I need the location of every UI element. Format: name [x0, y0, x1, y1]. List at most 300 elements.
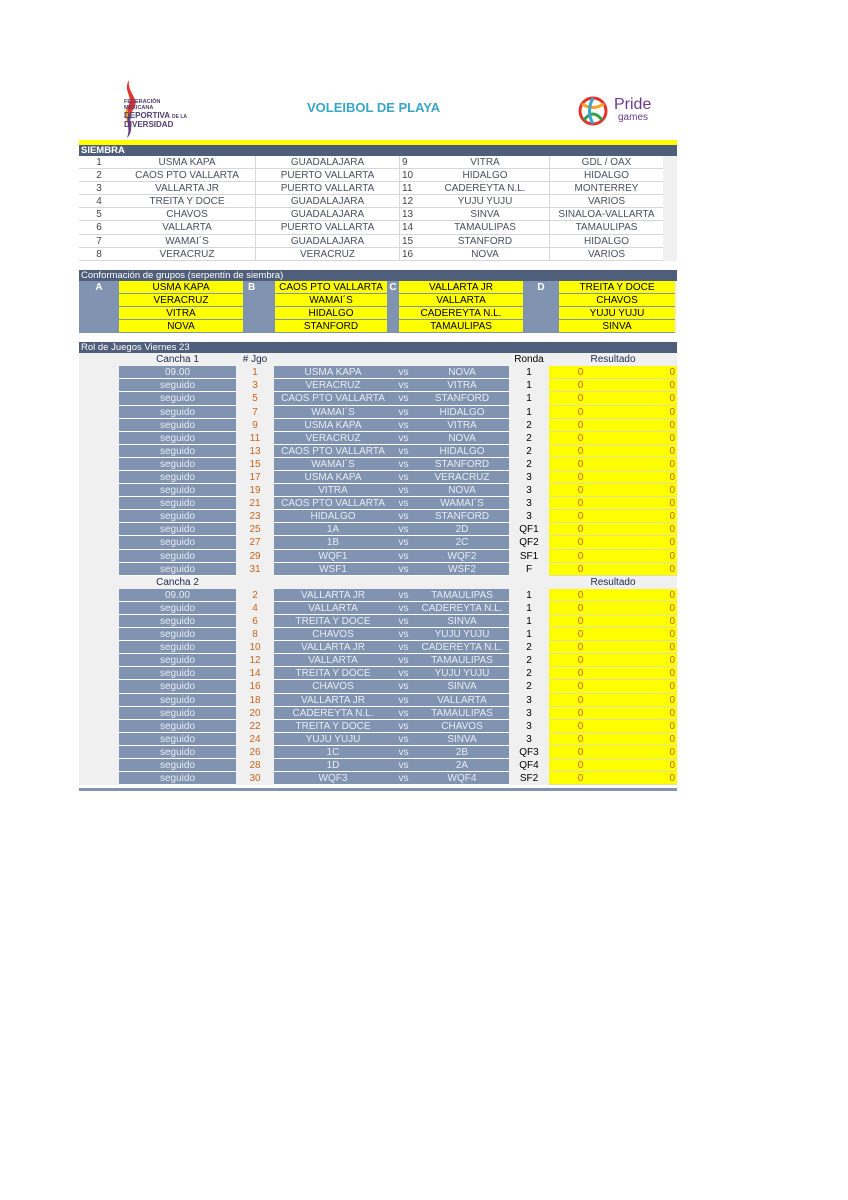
- score-a[interactable]: 0: [549, 733, 612, 746]
- match-team-a: VALLARTA JR: [274, 589, 392, 602]
- match-time: seguido: [119, 772, 236, 785]
- match-number: 25: [249, 524, 261, 536]
- spacer: [79, 563, 119, 576]
- cancha2-table: [79, 576, 677, 786]
- match-team-a: CAOS PTO VALLARTA: [274, 445, 392, 458]
- score-a[interactable]: 0: [549, 641, 612, 654]
- score-a[interactable]: 0: [549, 680, 612, 693]
- match-round: 2: [526, 642, 532, 654]
- match-team-a: TREITA Y DOCE: [274, 667, 392, 680]
- match-vs: vs: [392, 497, 415, 510]
- seed-number: 3: [79, 182, 119, 195]
- score-b[interactable]: 0: [612, 445, 677, 458]
- score-a[interactable]: 0: [549, 510, 612, 523]
- score-b[interactable]: 0: [612, 392, 677, 405]
- match-team-a: VERACRUZ: [274, 432, 392, 445]
- match-team-b: SINVA: [415, 680, 509, 693]
- match-row: [79, 550, 677, 563]
- siembra-row: [79, 208, 677, 221]
- match-time: seguido: [119, 733, 236, 746]
- match-vs: vs: [392, 379, 415, 392]
- seed-team: YUJU YUJU: [421, 195, 549, 208]
- match-team-b: 2A: [415, 759, 509, 772]
- score-b[interactable]: 0: [612, 458, 677, 471]
- match-vs: vs: [392, 759, 415, 772]
- score-b[interactable]: 0: [612, 432, 677, 445]
- score-b[interactable]: 0: [612, 419, 677, 432]
- page-header: [79, 76, 677, 140]
- match-team-b: TAMAULIPAS: [415, 589, 509, 602]
- score-b[interactable]: 0: [612, 484, 677, 497]
- match-vs: vs: [392, 694, 415, 707]
- group-letter-b: [243, 294, 275, 307]
- match-team-a: TREITA Y DOCE: [274, 720, 392, 733]
- spacer: [79, 772, 119, 785]
- seed-city: VARIOS: [549, 195, 663, 208]
- score-b[interactable]: 0: [612, 759, 677, 772]
- score-a[interactable]: 0: [549, 602, 612, 615]
- match-team-a: VALLARTA: [274, 602, 392, 615]
- spacer: [79, 654, 119, 667]
- match-round: SF1: [519, 550, 539, 562]
- score-b[interactable]: 0: [612, 615, 677, 628]
- score-a[interactable]: 0: [549, 536, 612, 549]
- group-team: CADEREYTA N.L.: [399, 307, 523, 320]
- match-team-a: WQF3: [274, 772, 392, 785]
- spacer: [79, 746, 119, 759]
- group-team: WAMAI´S: [275, 294, 387, 307]
- seed-team: VITRA: [421, 156, 549, 169]
- seed-city: GUADALAJARA: [255, 235, 399, 248]
- match-vs: vs: [392, 641, 415, 654]
- match-vs: vs: [392, 746, 415, 759]
- score-a[interactable]: 0: [549, 484, 612, 497]
- spacer: [79, 379, 119, 392]
- score-a[interactable]: 0: [549, 759, 612, 772]
- match-team-a: 1A: [274, 523, 392, 536]
- seed-city: GUADALAJARA: [255, 208, 399, 221]
- group-letter-b: [243, 320, 275, 333]
- siembra-row: [79, 156, 677, 169]
- match-round: 3: [526, 707, 532, 719]
- siembra-row: [79, 182, 677, 195]
- score-b[interactable]: 0: [612, 641, 677, 654]
- match-team-a: CADEREYTA N.L.: [274, 707, 392, 720]
- match-vs: vs: [392, 602, 415, 615]
- spacer: [79, 445, 119, 458]
- spacer: [79, 694, 119, 707]
- match-row: [79, 445, 677, 458]
- score-b[interactable]: 0: [612, 654, 677, 667]
- match-team-a: CHAVOS: [274, 680, 392, 693]
- match-number: 18: [249, 694, 261, 706]
- group-team: HIDALGO: [275, 307, 387, 320]
- spacer: [79, 707, 119, 720]
- group-team: VITRA: [119, 307, 243, 320]
- spacer: [415, 576, 509, 589]
- match-vs: vs: [392, 419, 415, 432]
- group-team: NOVA: [119, 320, 243, 333]
- match-row: [79, 720, 677, 733]
- grupos-table: [79, 281, 677, 333]
- seed-team: CAOS PTO VALLARTA: [119, 169, 255, 182]
- score-a[interactable]: 0: [549, 628, 612, 641]
- spacer: [79, 602, 119, 615]
- score-a[interactable]: 0: [549, 432, 612, 445]
- match-team-a: WQF1: [274, 550, 392, 563]
- match-row: [79, 628, 677, 641]
- col-ronda-header: [509, 576, 549, 589]
- match-time: seguido: [119, 550, 236, 563]
- match-team-b: VALLARTA: [415, 694, 509, 707]
- spacer: [79, 419, 119, 432]
- federation-name: FEDERACIÓN MEXICANA DEPORTIVA DE LA DIVERSIDAD: [124, 99, 188, 130]
- seed-number: 12: [399, 195, 421, 208]
- score-a[interactable]: 0: [549, 497, 612, 510]
- group-team: TREITA Y DOCE: [559, 281, 675, 294]
- match-time: seguido: [119, 458, 236, 471]
- match-round: QF2: [519, 537, 539, 549]
- score-b[interactable]: 0: [612, 379, 677, 392]
- group-letter-d: [523, 294, 559, 307]
- spacer: [663, 182, 677, 195]
- match-vs: vs: [392, 707, 415, 720]
- match-vs: vs: [392, 589, 415, 602]
- match-row: [79, 641, 677, 654]
- score-a[interactable]: 0: [549, 458, 612, 471]
- seed-city: HIDALGO: [549, 169, 663, 182]
- score-a[interactable]: 0: [549, 563, 612, 576]
- score-a[interactable]: 0: [549, 694, 612, 707]
- score-b[interactable]: 0: [612, 523, 677, 536]
- cancha-label: Cancha 2: [156, 576, 199, 588]
- match-row: [79, 366, 677, 379]
- match-row: [79, 510, 677, 523]
- match-number: 17: [249, 471, 261, 483]
- match-team-b: NOVA: [415, 484, 509, 497]
- seed-team: TAMAULIPAS: [421, 221, 549, 234]
- score-a[interactable]: 0: [549, 406, 612, 419]
- match-time: seguido: [119, 484, 236, 497]
- group-letter-c: [387, 294, 399, 307]
- match-team-b: NOVA: [415, 432, 509, 445]
- spacer: [79, 432, 119, 445]
- score-b[interactable]: 0: [612, 602, 677, 615]
- spacer: [79, 392, 119, 405]
- seed-city: HIDALGO: [549, 235, 663, 248]
- match-number: 1: [252, 367, 258, 379]
- match-team-a: VALLARTA JR: [274, 694, 392, 707]
- siembra-row: [79, 248, 677, 261]
- seed-number: 15: [399, 235, 421, 248]
- match-round: 2: [526, 668, 532, 680]
- match-time: seguido: [119, 615, 236, 628]
- group-letter-a: [79, 307, 119, 320]
- score-a[interactable]: 0: [549, 772, 612, 785]
- spacer: [79, 641, 119, 654]
- match-number: 30: [249, 773, 261, 785]
- match-team-a: 1B: [274, 536, 392, 549]
- match-round: 1: [526, 616, 532, 627]
- match-team-a: WSF1: [274, 563, 392, 576]
- match-team-b: SINVA: [415, 615, 509, 628]
- score-b[interactable]: 0: [612, 510, 677, 523]
- score-a[interactable]: 0: [549, 615, 612, 628]
- seed-number: 8: [79, 248, 119, 261]
- spacer: [274, 576, 392, 589]
- score-a[interactable]: 0: [549, 720, 612, 733]
- match-number: 9: [252, 419, 258, 431]
- match-team-b: YUJU YUJU: [415, 628, 509, 641]
- match-row: [79, 432, 677, 445]
- grupo-row: [79, 307, 677, 320]
- score-a[interactable]: 0: [549, 667, 612, 680]
- seed-number: 11: [399, 182, 421, 195]
- match-team-a: 1C: [274, 746, 392, 759]
- score-a[interactable]: 0: [549, 366, 612, 379]
- match-round: 3: [526, 720, 532, 732]
- match-round: 2: [526, 681, 532, 693]
- grupos-section: [79, 270, 677, 333]
- group-letter-c: [387, 307, 399, 320]
- score-b[interactable]: 0: [612, 694, 677, 707]
- brand-line2: games: [618, 112, 649, 123]
- match-number: 23: [249, 511, 261, 523]
- grupo-row: [79, 320, 677, 333]
- seed-team: USMA KAPA: [119, 156, 255, 169]
- match-time: seguido: [119, 379, 236, 392]
- match-row: [79, 680, 677, 693]
- match-time: seguido: [119, 602, 236, 615]
- seed-city: PUERTO VALLARTA: [255, 182, 399, 195]
- match-team-b: VERACRUZ: [415, 471, 509, 484]
- group-team: VALLARTA JR: [399, 281, 523, 294]
- match-vs: vs: [392, 406, 415, 419]
- match-team-b: YUJU YUJU: [415, 667, 509, 680]
- score-b[interactable]: 0: [612, 563, 677, 576]
- seed-team: CHAVOS: [119, 208, 255, 221]
- match-time: seguido: [119, 445, 236, 458]
- spacer: [79, 471, 119, 484]
- match-number: 16: [249, 681, 261, 693]
- spacer: [663, 235, 677, 248]
- spacer: [663, 169, 677, 182]
- spacer: [415, 353, 509, 366]
- match-time: seguido: [119, 563, 236, 576]
- score-b[interactable]: 0: [612, 536, 677, 549]
- brand-line1: Pride: [614, 96, 652, 113]
- match-number: 26: [249, 746, 261, 758]
- match-vs: vs: [392, 772, 415, 785]
- match-round: 1: [526, 406, 532, 418]
- seed-city: TAMAULIPAS: [549, 221, 663, 234]
- match-time: seguido: [119, 680, 236, 693]
- score-b[interactable]: 0: [612, 366, 677, 379]
- spacer: [663, 248, 677, 261]
- spacer: [79, 406, 119, 419]
- group-letter-d: D: [523, 281, 559, 294]
- match-round: 2: [526, 458, 532, 470]
- match-number: 3: [252, 380, 258, 392]
- match-round: 3: [526, 511, 532, 523]
- spacer: [79, 484, 119, 497]
- seed-number: 9: [399, 156, 421, 169]
- score-a[interactable]: 0: [549, 471, 612, 484]
- spacer: [79, 628, 119, 641]
- score-b[interactable]: 0: [612, 733, 677, 746]
- score-b[interactable]: 0: [612, 589, 677, 602]
- match-number: 8: [252, 629, 258, 641]
- seed-team: WAMAI´S: [119, 235, 255, 248]
- match-team-b: VITRA: [415, 379, 509, 392]
- match-time: seguido: [119, 707, 236, 720]
- seed-number: 5: [79, 208, 119, 221]
- score-b[interactable]: 0: [612, 746, 677, 759]
- match-round: 1: [526, 629, 532, 641]
- federation-logo: [109, 78, 189, 140]
- grupos-title: Conformación de grupos (serpentín de siembra): [79, 270, 677, 281]
- match-time: seguido: [119, 641, 236, 654]
- score-a[interactable]: 0: [549, 550, 612, 563]
- match-number: 5: [252, 393, 258, 405]
- score-b[interactable]: 0: [612, 667, 677, 680]
- group-letter-c: [387, 320, 399, 333]
- spacer: [79, 458, 119, 471]
- match-team-b: WAMAI´S: [415, 497, 509, 510]
- match-round: SF2: [519, 773, 539, 785]
- seed-number: 6: [79, 221, 119, 234]
- match-vs: vs: [392, 563, 415, 576]
- match-number: 2: [252, 589, 258, 601]
- match-team-b: 2D: [415, 523, 509, 536]
- siembra-title: SIEMBRA: [79, 145, 677, 156]
- match-row: [79, 602, 677, 615]
- match-number: 22: [249, 720, 261, 732]
- score-a[interactable]: 0: [549, 445, 612, 458]
- match-number: 10: [249, 642, 261, 654]
- match-time: seguido: [119, 720, 236, 733]
- match-round: 3: [526, 733, 532, 745]
- match-team-b: VITRA: [415, 419, 509, 432]
- match-time: seguido: [119, 628, 236, 641]
- match-number: 21: [249, 498, 261, 510]
- match-vs: vs: [392, 536, 415, 549]
- match-time: seguido: [119, 471, 236, 484]
- seed-team: HIDALGO: [421, 169, 549, 182]
- match-round: 2: [526, 655, 532, 667]
- match-round: 1: [526, 589, 532, 601]
- seed-city: GDL / OAX: [549, 156, 663, 169]
- col-resultado-header: Resultado: [590, 354, 636, 366]
- score-a[interactable]: 0: [549, 707, 612, 720]
- group-letter-b: B: [243, 281, 275, 294]
- match-vs: vs: [392, 510, 415, 523]
- score-a[interactable]: 0: [549, 419, 612, 432]
- match-team-b: NOVA: [415, 366, 509, 379]
- match-round: 3: [526, 694, 532, 706]
- spacer: [79, 759, 119, 772]
- score-b[interactable]: 0: [612, 680, 677, 693]
- match-vs: vs: [392, 615, 415, 628]
- grupo-row: [79, 294, 677, 307]
- match-vs: vs: [392, 628, 415, 641]
- seed-team: TREITA Y DOCE: [119, 195, 255, 208]
- match-row: [79, 694, 677, 707]
- siembra-row: [79, 235, 677, 248]
- score-b[interactable]: 0: [612, 628, 677, 641]
- match-team-a: YUJU YUJU: [274, 733, 392, 746]
- group-letter-b: [243, 307, 275, 320]
- spacer: [79, 353, 119, 366]
- match-vs: vs: [392, 445, 415, 458]
- match-vs: vs: [392, 458, 415, 471]
- seed-number: 4: [79, 195, 119, 208]
- spacer: [79, 733, 119, 746]
- score-b[interactable]: 0: [612, 471, 677, 484]
- spacer: [79, 667, 119, 680]
- group-team: STANFORD: [275, 320, 387, 333]
- siembra-table: [79, 156, 677, 261]
- spacer: [392, 576, 415, 589]
- match-row: [79, 406, 677, 419]
- match-time: seguido: [119, 759, 236, 772]
- score-a[interactable]: 0: [549, 746, 612, 759]
- match-row: [79, 392, 677, 405]
- match-time: seguido: [119, 654, 236, 667]
- score-a[interactable]: 0: [549, 589, 612, 602]
- spreadsheet-page: [79, 76, 677, 791]
- score-a[interactable]: 0: [549, 523, 612, 536]
- match-team-b: WSF2: [415, 563, 509, 576]
- seed-team: VERACRUZ: [119, 248, 255, 261]
- match-time: seguido: [119, 523, 236, 536]
- seed-number: 2: [79, 169, 119, 182]
- group-team: VALLARTA: [399, 294, 523, 307]
- match-team-a: VERACRUZ: [274, 379, 392, 392]
- match-vs: vs: [392, 654, 415, 667]
- match-row: [79, 759, 677, 772]
- score-b[interactable]: 0: [612, 550, 677, 563]
- seed-number: 13: [399, 208, 421, 221]
- siembra-row: [79, 169, 677, 182]
- col-jgo-header: [236, 576, 274, 589]
- match-number: 11: [249, 432, 261, 444]
- score-b[interactable]: 0: [612, 707, 677, 720]
- score-a[interactable]: 0: [549, 379, 612, 392]
- bottom-rule: [79, 788, 677, 791]
- score-b[interactable]: 0: [612, 720, 677, 733]
- score-b[interactable]: 0: [612, 497, 677, 510]
- match-vs: vs: [392, 733, 415, 746]
- match-team-a: CAOS PTO VALLARTA: [274, 497, 392, 510]
- score-b[interactable]: 0: [612, 406, 677, 419]
- match-row: [79, 484, 677, 497]
- match-row: [79, 419, 677, 432]
- cancha-header-row: [79, 576, 677, 589]
- match-team-b: HIDALGO: [415, 406, 509, 419]
- score-a[interactable]: 0: [549, 654, 612, 667]
- seed-number: 7: [79, 235, 119, 248]
- match-team-b: CHAVOS: [415, 720, 509, 733]
- group-team: VERACRUZ: [119, 294, 243, 307]
- match-row: [79, 471, 677, 484]
- score-a[interactable]: 0: [549, 392, 612, 405]
- rol-title: Rol de Juegos Viernes 23: [79, 342, 677, 353]
- match-team-b: CADEREYTA N.L.: [415, 641, 509, 654]
- spacer: [79, 523, 119, 536]
- group-letter-a: [79, 294, 119, 307]
- score-b[interactable]: 0: [612, 772, 677, 785]
